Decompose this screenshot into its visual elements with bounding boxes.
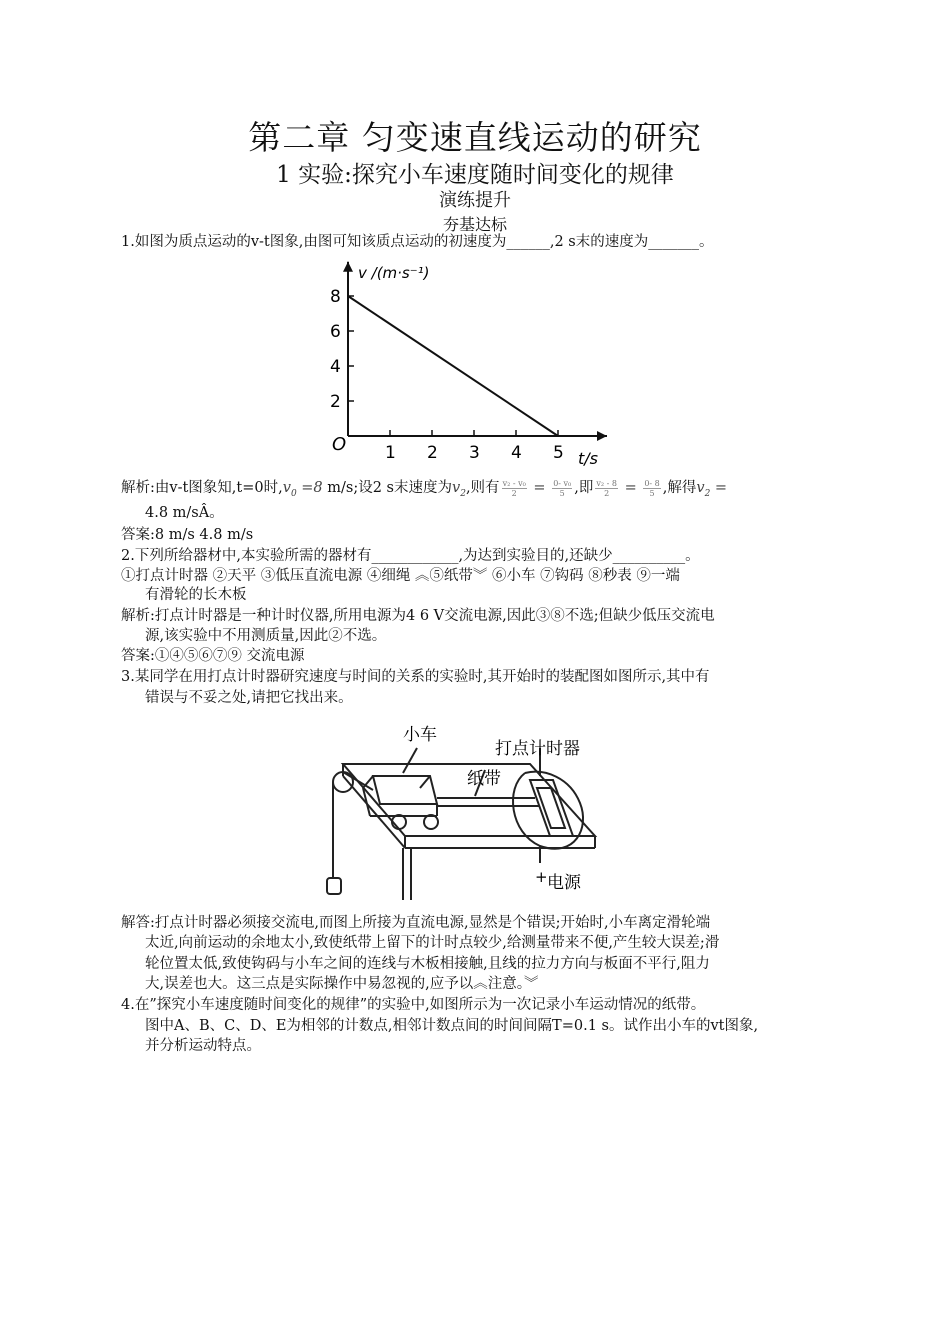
- q3-answer-line4: 大,误差也大。这三点是实际操作中易忽视的,应予以︽注意。︾: [145, 976, 539, 992]
- velocity-line: [348, 296, 558, 436]
- analysis-mid: m/s;设2 s末速度为: [322, 480, 453, 496]
- analysis-ie: ,即: [574, 480, 594, 496]
- y-tick-label: 6: [330, 322, 341, 342]
- q2-analysis-line2: 源,该实验中不用测质量,因此②不选。: [145, 628, 387, 644]
- q2-question: 2.下列所给器材中,本实验所需的器材有____________,为达到实验目的,还缺少__________。: [121, 548, 700, 564]
- chart-series: [348, 296, 558, 436]
- q4-line3: 并分析运动特点。: [145, 1038, 261, 1054]
- fraction-1: $\frac{\text{v₂ - v₀}}{2}$: [502, 478, 526, 498]
- x-axis-arrow: [597, 431, 607, 441]
- fraction-4: $\frac{0- 8}{5}$: [644, 478, 660, 498]
- x-axis-label: t/s: [578, 449, 598, 468]
- q1-vt-graph: [300, 258, 620, 473]
- fraction-2: $\frac{\text{0- v₀}}{5}$: [553, 478, 572, 498]
- vt-chart-svg: [300, 258, 620, 473]
- section-title: 1 实验:探究小车速度随时间变化的规律: [276, 162, 674, 188]
- y-axis-arrow: [343, 262, 353, 272]
- q3-apparatus-figure: [325, 718, 625, 908]
- sub-subtitle: 夯基达标: [442, 215, 507, 234]
- x-tick-label: 2: [427, 443, 438, 463]
- q4-line1: 4.在”探究小车速度随时间变化的规律”的实验中,如图所示为一次记录小车运动情况的纸带。: [121, 997, 706, 1013]
- symbol-v2: $v_2$: [452, 480, 466, 499]
- label-car: 小车: [403, 725, 437, 745]
- fraction-3: $\frac{\text{v₂ - 8}}{2}$: [596, 478, 617, 498]
- q1-question: 1.如图为质点运动的v-t图象,由图可知该质点运动的初速度为______,2 s末的速度为_______。: [121, 234, 714, 250]
- origin-label: O: [332, 434, 347, 455]
- equals-8: =8: [296, 480, 323, 496]
- y-tick-label: 2: [330, 392, 341, 412]
- q1-analysis-line2: 4.8 m/sÂ。: [145, 505, 224, 521]
- y-axis-label: v /(m·s⁻¹): [358, 264, 430, 282]
- label-plus: +: [535, 868, 548, 886]
- q2-answer: 答案:①④⑤⑥⑦⑨ 交流电源: [121, 648, 305, 664]
- q3-question-line1: 3.某同学在用打点计时器研究速度与时间的关系的实验时,其开始时的装配图如图所示,其中有: [121, 669, 710, 685]
- label-timer: 打点计时器: [495, 739, 580, 759]
- q1-analysis-line1: [121, 478, 811, 505]
- q2-analysis-line1: 解析:打点计时器是一种计时仪器,所用电源为4 6 V交流电源,因此③⑧不选;但缺少低压交流电: [121, 608, 715, 624]
- q3-answer-line3: 轮位置太低,致使钩码与小车之间的连线与木板相接触,且线的拉力方向与板面不平行,阻力: [145, 956, 710, 972]
- x-tick-label: 1: [385, 443, 396, 463]
- q3-answer-line1: 解答:打点计时器必须接交流电,而图上所接为直流电源,显然是个错误;开始时,小车离定滑轮端: [121, 915, 711, 931]
- equals-end: =: [710, 480, 728, 496]
- q2-options-line2: 有滑轮的长木板: [145, 587, 247, 603]
- y-tick-label: 4: [330, 357, 341, 377]
- x-tick-label: 3: [469, 443, 480, 463]
- chapter-title: 第二章 匀变速直线运动的研究: [248, 118, 702, 157]
- leader-car: [403, 748, 417, 773]
- x-tick-label: 4: [511, 443, 522, 463]
- analysis-lead: 解析:由v-t图象知,t=0时,: [121, 480, 283, 496]
- analysis-solve: ,解得: [662, 480, 697, 496]
- hook-weight: [327, 878, 341, 894]
- subtitle: 演练提升: [439, 190, 511, 211]
- q1-answer: 答案:8 m/s 4.8 m/s: [121, 527, 254, 543]
- label-tape: 纸带: [467, 769, 501, 789]
- analysis-then: ,则有: [465, 480, 500, 496]
- chart-axes: [343, 262, 607, 441]
- q4-line2: 图中A、B、C、D、E为相邻的计数点,相邻计数点间的时间间隔T=0.1 s。试作出小车的vt图象,: [145, 1018, 759, 1034]
- symbol-v0: $v_0$: [282, 480, 297, 499]
- cart-wheel: [424, 815, 438, 829]
- equals-sign: =: [619, 480, 642, 496]
- x-tick-label: 5: [553, 443, 564, 463]
- apparatus-svg: [325, 718, 625, 908]
- q2-options-line1: ①打点计时器 ②天平 ③低压直流电源 ④细绳 ︽⑤纸带︾ ⑥小车 ⑦钩码 ⑧秒表 ⑨一端: [121, 568, 680, 584]
- y-tick-label: 8: [330, 287, 341, 307]
- label-power: 电源: [547, 873, 581, 893]
- symbol-v2b: $v_2$: [696, 480, 711, 499]
- cart-edge: [420, 776, 430, 788]
- equals-sign: =: [528, 480, 551, 496]
- q3-answer-line2: 太近,向前运动的余地太小,致使纸带上留下的计时点较少,给测量带来不便,产生较大误差;滑: [145, 935, 720, 951]
- q3-question-line2: 错误与不妥之处,请把它找出来。: [145, 690, 353, 706]
- timer-plate: [537, 788, 565, 828]
